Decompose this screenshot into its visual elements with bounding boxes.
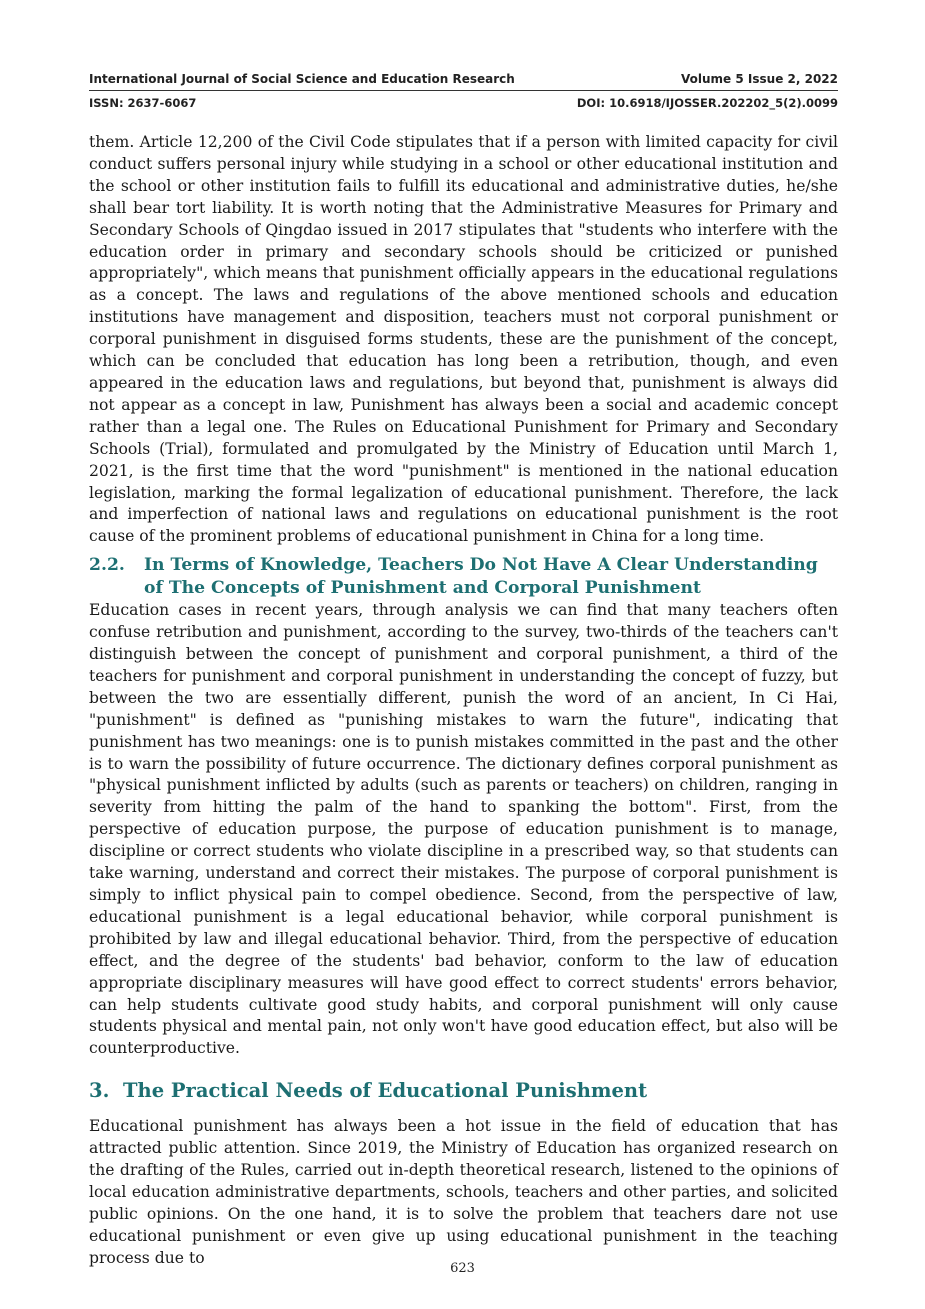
paragraph-civil-code: them. Article 12,200 of the Civil Code stipulates that if a person with limited capacity for civil conduct suffers personal injury while studying in a school or other educational institution and the school or other institution fails to fulfill its educational and administrative duties, he/she shall bear tort liability. It is worth noting that the Administrative Measures for Primary and Secondary Schools of Qingdao issued in 2017 stipulates that "students who interfere with the education order in primary and secondary schools should be criticized or punished appropriately", which means that punishment officially appears in the educational regulations as a concept. The laws and regulations of the above mentioned schools and education institutions have management and disposition, teachers must not corporal punishment or corporal punishment in disguised forms students, these are the punishment of the concept, which can be concluded that education has long been a retribution, though, and even appeared in the education laws and regulations, but beyond that, punishment is always did not appear as a concept in law, Punishment has always been a social and academic concept rather than a legal one. The Rules on Educational Punishment for Primary and Secondary Schools (Trial), formulated and promulgated by the Ministry of Education until March 1, 2021, is the first time that the word "punishment" is mentioned in the national education legislation, marking the formal legalization of educational punishment. Therefore, the lack and imperfection of national laws and regulations on educational punishment is the root cause of the prominent problems of educational punishment in China for a long time. bbox=[89, 133, 838, 546]
page-content bbox=[89, 132, 838, 1270]
issn: ISSN: 2637-6067 bbox=[89, 96, 197, 110]
section-title: The Practical Needs of Educational Punishment bbox=[123, 1079, 648, 1103]
section-title: In Terms of Knowledge, Teachers Do Not Have A Clear Understanding of The Concepts of Punishment and Corporal Punishment bbox=[144, 555, 818, 599]
section-number: 3. bbox=[89, 1079, 110, 1103]
paragraph-practical-needs: Educational punishment has always been a hot issue in the field of education that has attracted public attention. Since 2019, the Ministry of Education has organized research on the drafting of the Rules, carried out in-depth theoretical research, listened to the opinions of local education administrative departments, schools, teachers and other parties, and solicited public opinions. On the one hand, it is to solve the problem that teachers dare not use educational punishment or even give up using educational punishment in the teaching process due to bbox=[89, 1117, 838, 1267]
section-number: 2.2. bbox=[89, 555, 125, 576]
section-heading-3 bbox=[89, 1078, 838, 1104]
volume-issue: Volume 5 Issue 2, 2022 bbox=[681, 72, 838, 86]
header-row-ids bbox=[89, 94, 838, 112]
page-number: 623 bbox=[450, 1261, 475, 1276]
doi: DOI: 10.6918/IJOSSER.202202_5(2).0099 bbox=[576, 96, 838, 110]
paragraph-teacher-understanding: Education cases in recent years, through analysis we can find that many teachers often confuse retribution and punishment, according to the survey, two-thirds of the teachers can't distinguish between the concept of punishment and corporal punishment, a third of the teachers for punishment and corporal punishment in understanding the concept of fuzzy, but between the two are essentially different, punish the word of an ancient, In Ci Hai, "punishment" is defined as "punishing mistakes to warn the future", indicating that punishment has two meanings: one is to punish mistakes committed in the past and the other is to warn the possibility of future occurrence. The dictionary defines corporal punishment as "physical punishment inflicted by adults (such as parents or teachers) on children, ranging in severity from hitting the palm of the hand to spanking the bottom". First, from the perspective of education purpose, the purpose of education punishment is to manage, discipline or correct students who violate discipline in a prescribed way, so that students can take warning, understand and correct their mistakes. The purpose of corporal punishment is simply to inflict physical pain to compel obedience. Second, from the perspective of law, educational punishment is a legal educational behavior, while corporal punishment is prohibited by law and illegal educational behavior. Third, from the perspective of education effect, and the degree of the students' bad behavior, conform to the law of education appropriate disciplinary measures will have good effect to correct students' errors behavior, can help students cultivate good study habits, and corporal punishment will only cause students physical and mental pain, not only won't have good education effect, but also will be counterproductive. bbox=[89, 601, 838, 1058]
section-heading-2-2 bbox=[89, 554, 838, 600]
journal-title: International Journal of Social Science and Education Research bbox=[89, 72, 515, 86]
header-row-journal bbox=[89, 70, 838, 91]
page-header bbox=[89, 70, 838, 112]
